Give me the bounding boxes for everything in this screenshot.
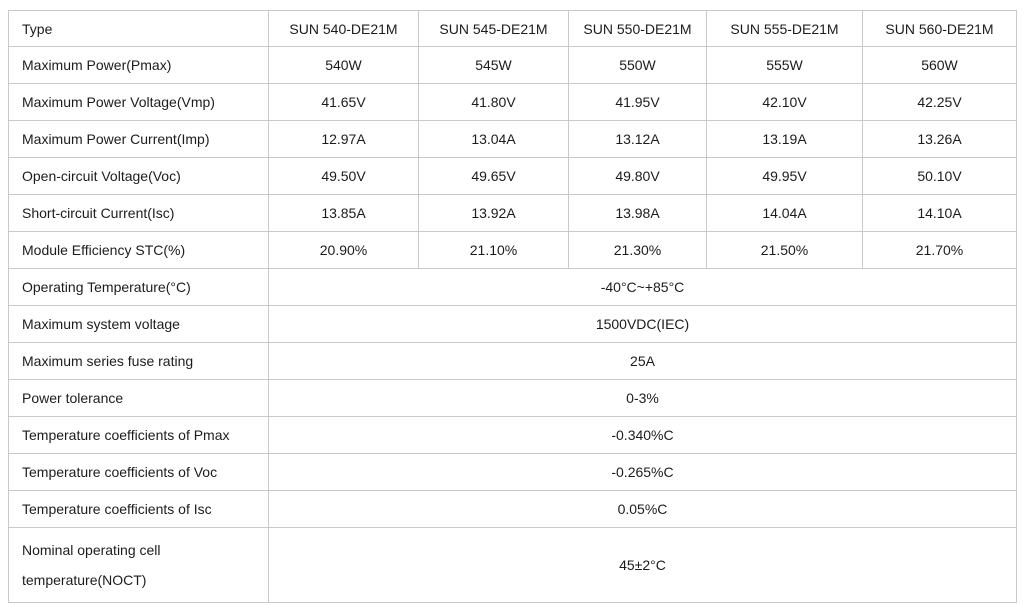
spec-value: 49.80V [569, 158, 707, 195]
spec-value: 550W [569, 47, 707, 84]
column-header-model-555: SUN 555-DE21M [707, 11, 863, 47]
spec-value-span: 1500VDC(IEC) [269, 306, 1017, 343]
column-header-model-540: SUN 540-DE21M [269, 11, 419, 47]
spec-value: 21.50% [707, 232, 863, 269]
spec-label: Maximum Power Voltage(Vmp) [9, 84, 269, 121]
table-row-vmp [9, 84, 1017, 121]
table-row-max-fuse-rating [9, 343, 1017, 380]
spec-label: Maximum system voltage [9, 306, 269, 343]
spec-value: 21.10% [419, 232, 569, 269]
spec-label: Short-circuit Current(Isc) [9, 195, 269, 232]
column-header-model-545: SUN 545-DE21M [419, 11, 569, 47]
table-row-temp-coeff-pmax [9, 417, 1017, 454]
spec-value: 555W [707, 47, 863, 84]
spec-label: Operating Temperature(°C) [9, 269, 269, 306]
spec-label: Open-circuit Voltage(Voc) [9, 158, 269, 195]
spec-value: 545W [419, 47, 569, 84]
spec-label: Nominal operating cell temperature(NOCT) [9, 528, 269, 603]
spec-value: 540W [269, 47, 419, 84]
table-row-efficiency [9, 232, 1017, 269]
spec-value: 13.98A [569, 195, 707, 232]
table-row-voc [9, 158, 1017, 195]
spec-value: 13.19A [707, 121, 863, 158]
table-row-temp-coeff-isc [9, 491, 1017, 528]
spec-value-span: -40°C~+85°C [269, 269, 1017, 306]
spec-label: Maximum Power Current(Imp) [9, 121, 269, 158]
spec-value: 13.12A [569, 121, 707, 158]
spec-value: 13.85A [269, 195, 419, 232]
spec-value: 41.95V [569, 84, 707, 121]
spec-value: 12.97A [269, 121, 419, 158]
spec-value: 42.10V [707, 84, 863, 121]
spec-value: 560W [863, 47, 1017, 84]
table-row-temp-coeff-voc [9, 454, 1017, 491]
table-row-operating-temperature [9, 269, 1017, 306]
spec-value: 41.65V [269, 84, 419, 121]
spec-label: Maximum series fuse rating [9, 343, 269, 380]
spec-value: 21.70% [863, 232, 1017, 269]
spec-value: 13.92A [419, 195, 569, 232]
spec-label: Temperature coefficients of Isc [9, 491, 269, 528]
spec-value: 13.26A [863, 121, 1017, 158]
spec-value-span: 0.05%C [269, 491, 1017, 528]
spec-value: 42.25V [863, 84, 1017, 121]
spec-value: 13.04A [419, 121, 569, 158]
spec-value: 20.90% [269, 232, 419, 269]
spec-value-span: 25A [269, 343, 1017, 380]
column-header-model-560: SUN 560-DE21M [863, 11, 1017, 47]
spec-label: Power tolerance [9, 380, 269, 417]
spec-value: 50.10V [863, 158, 1017, 195]
spec-value-span: 45±2°C [269, 528, 1017, 603]
table-row-isc [9, 195, 1017, 232]
column-header-type: Type [9, 11, 269, 47]
spec-value: 14.04A [707, 195, 863, 232]
spec-value-span: -0.340%C [269, 417, 1017, 454]
spec-value: 49.95V [707, 158, 863, 195]
spec-label: Module Efficiency STC(%) [9, 232, 269, 269]
spec-value: 14.10A [863, 195, 1017, 232]
table-row-max-system-voltage [9, 306, 1017, 343]
solar-module-spec-table [8, 10, 1017, 603]
table-row-imp [9, 121, 1017, 158]
table-header-row [9, 11, 1017, 47]
spec-value: 41.80V [419, 84, 569, 121]
spec-label: Temperature coefficients of Pmax [9, 417, 269, 454]
spec-value: 49.65V [419, 158, 569, 195]
spec-label: Temperature coefficients of Voc [9, 454, 269, 491]
spec-value-span: -0.265%C [269, 454, 1017, 491]
table-row-noct [9, 528, 1017, 603]
spec-label: Maximum Power(Pmax) [9, 47, 269, 84]
spec-value-span: 0-3% [269, 380, 1017, 417]
table-row-pmax [9, 47, 1017, 84]
column-header-model-550: SUN 550-DE21M [569, 11, 707, 47]
spec-value: 21.30% [569, 232, 707, 269]
table-row-power-tolerance [9, 380, 1017, 417]
spec-value: 49.50V [269, 158, 419, 195]
